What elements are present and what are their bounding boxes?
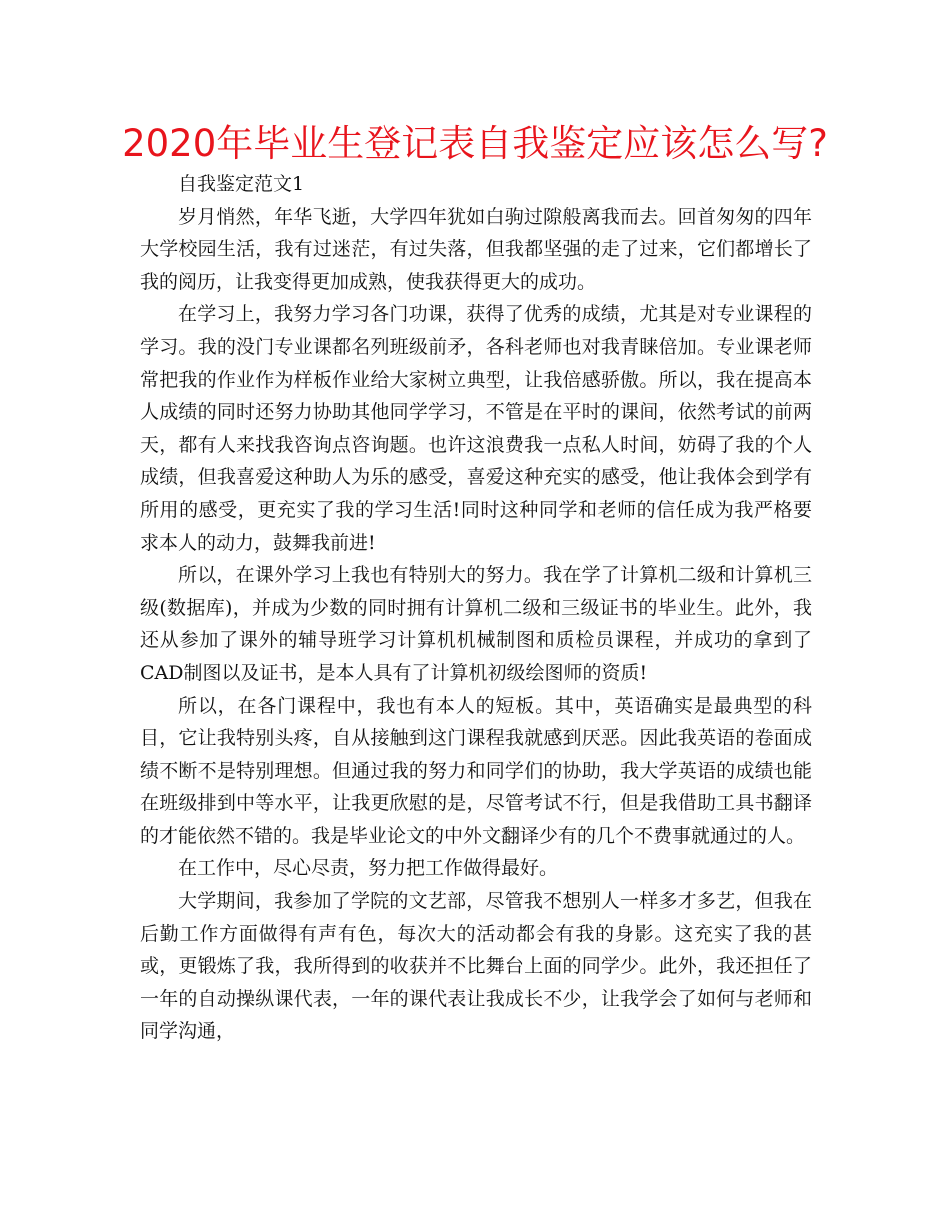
- paragraph: 在工作中，尽心尽责，努力把工作做得最好。: [178, 857, 559, 880]
- paragraph: 大学期间，我参加了学院的文艺部，尽管我不想别人一样多才多艺，但我在后勤工作方面做得有声有色，每次大的活动都会有我的身影。这充实了我的甚或，更锻炼了我，我所得到的收获并不比舞台上面的同学少。此外，我还担任了一年的自动操纵课代表，一年的课代表让我成长不少，让我学会了如何与老师和同学沟通，: [140, 890, 812, 1043]
- document-body: [140, 168, 812, 1048]
- paragraph: 岁月悄然，年华飞逝，大学四年犹如白驹过隙般离我而去。回首匆匆的四年大学校园生活，我有过迷茫，有过失落，但我都坚强的走了过来，它们都增长了我的阅历，让我变得更加成熟，使我获得更大的成功。: [140, 205, 812, 293]
- paragraph: 在学习上，我努力学习各门功课，获得了优秀的成绩，尤其是对专业课程的学习。我的没门专业课都名列班级前矛，各科老师也对我青睐倍加。专业课老师常把我的作业作为样板作业给大家树立典型，让我倍感骄傲。所以，我在提高本人成绩的同时还努力协助其他同学学习，不管是在平时的课间，依然考试的前两天，都有人来找我咨询点咨询题。也许这浪费我一点私人时间，妨碍了我的个人成绩，但我喜爱这种助人为乐的感受，喜爱这种充实的感受，他让我体会到学有所用的感受，更充实了我的学习生活!同时这种同学和老师的信任成为我严格要求本人的动力，鼓舞我前进!: [140, 303, 812, 554]
- document-title: 2020年毕业生登记表自我鉴定应该怎么写?: [122, 122, 828, 165]
- paragraph: 所以，在课外学习上我也有特别大的努力。我在学了计算机二级和计算机三级(数据库)，并成为少数的同时拥有计算机二级和三级证书的毕业生。此外，我还从参加了课外的辅导班学习计算机机械制图和质检员课程，并成功的拿到了CAD制图以及证书，是本人具有了计算机初级绘图师的资质!: [140, 564, 812, 684]
- paragraph-heading: 自我鉴定范文1: [178, 173, 305, 195]
- paragraph: 所以，在各门课程中，我也有本人的短板。其中，英语确实是最典型的科目，它让我特别头疼，自从接触到这门课程我就感到厌恶。因此我英语的卷面成绩不断不是特别理想。但通过我的努力和同学们的协助，我大学英语的成绩也能在班级排到中等水平，让我更欣慰的是，尽管考试不行，但是我借助工具书翻译的才能依然不错的。我是毕业论文的中外文翻译少有的几个不费事就通过的人。: [140, 694, 812, 847]
